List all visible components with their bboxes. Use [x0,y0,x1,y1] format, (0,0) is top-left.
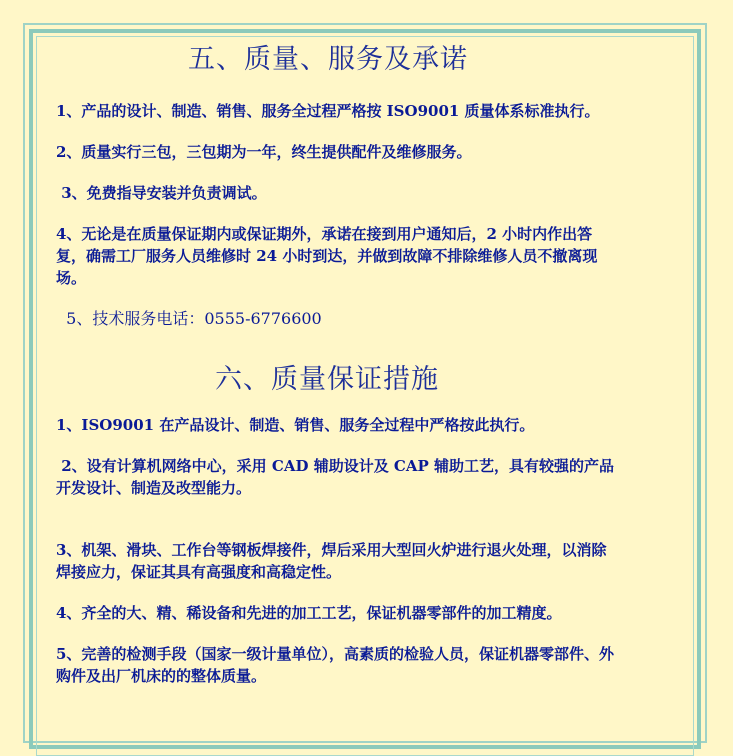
section-5-item-1: 1、产品的设计、制造、销售、服务全过程严格按 ISO9001 质量体系标准执行。 [56,102,600,120]
section-5-item-3: 3、免费指导安装并负责调试。 [56,184,267,202]
section-6-item-2: 2、设有计算机网络中心，采用 CAD 辅助设计及 CAP 辅助工艺，具有较强的产品开发设计、制造及改型能力。 [56,457,615,497]
section-6-heading: 六、质量保证措施 [215,364,439,395]
section-6-item-4: 4、齐全的大、精、稀设备和先进的加工工艺，保证机器零部件的加工精度。 [56,604,562,622]
document-content [56,38,621,687]
section-6-item-1: 1、ISO9001 在产品设计、制造、销售、服务全过程中严格按此执行。 [56,416,535,434]
section-5-item-2: 2、质量实行三包，三包期为一年，终生提供配件及维修服务。 [56,143,472,161]
section-5-heading: 五、质量、服务及承诺 [188,44,468,75]
service-phone: 5、技术服务电话：0555-6776600 [56,309,322,328]
section-6-item-3: 3、机架、滑块、工作台等钢板焊接件，焊后采用大型回火炉进行退火处理，以消除焊接应力，保证其具有高强度和高稳定性。 [56,541,607,581]
section-6-item-5: 5、完善的检测手段（国家一级计量单位），高素质的检验人员，保证机器零部件、外购件及出厂机床的的整体质量。 [56,645,614,685]
section-5-item-4: 4、无论是在质量保证期内或保证期外，承诺在接到用户通知后，2 小时内作出答复，确需工厂服务人员维修时 24 小时到达，并做到故障不排除维修人员不撤离现场。 [56,225,598,287]
